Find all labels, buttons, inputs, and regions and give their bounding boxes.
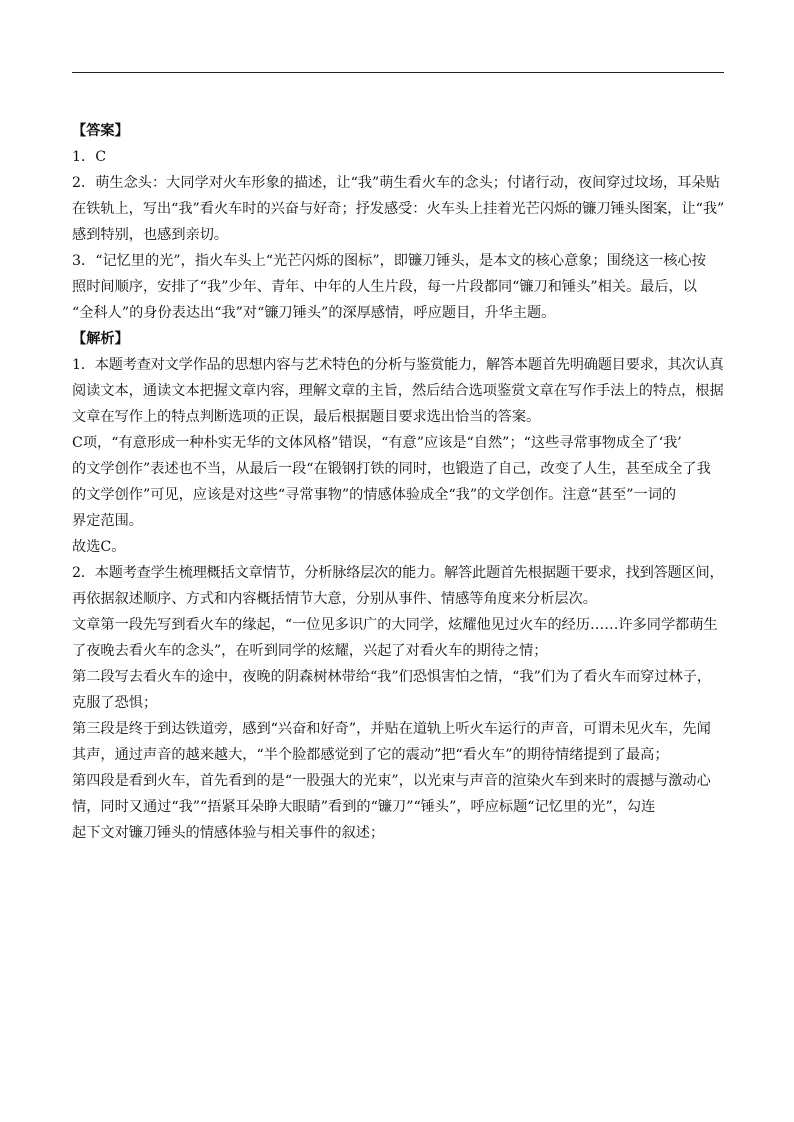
analysis-paragraph-7 — [72, 716, 724, 768]
text-line: 感到特别，也感到亲切。 — [72, 227, 229, 243]
analysis-heading: 【解析】 — [72, 331, 129, 347]
text-line: 2．萌生念头：大同学对火车形象的描述，让“我”萌生看火车的念头；付诸行动，夜间穿过坟场，耳朵贴 — [72, 175, 720, 191]
analysis-paragraph-8 — [72, 768, 724, 846]
text-line: 第四段是看到火车，首先看到的是“一股强大的光束”，以光束与声音的渲染火车到来时的震撼与激动心 — [72, 773, 711, 789]
text-line: 3．“记忆里的光”，指火车头上“光芒闪烁的图标”，即镰刀锤头，是本文的核心意象；围绕这一核心按 — [72, 253, 706, 269]
text-line: 故选C。 — [72, 539, 126, 555]
text-line: 了夜晚去看火车的念头”，在听到同学的炫耀，兴起了对看火车的期待之情； — [72, 643, 548, 659]
text-line: 克服了恐惧； — [72, 695, 158, 711]
text-line: 其声，通过声音的越来越大，“半个脸都感觉到了它的震动”把“看火车”的期待情绪提到了最高； — [72, 747, 669, 763]
text-line: 第二段写去看火车的途中，夜晚的阴森树林带给“我”们恐惧害怕之情，“我”们为了看火车而穿过林子， — [72, 669, 712, 685]
answer-paragraph-3 — [72, 248, 724, 326]
text-line: 情，同时又通过“我”“捂紧耳朵睁大眼睛”看到的“镰刀”“锤头”，呼应标题“记忆里的光”，勾连 — [72, 799, 656, 815]
text-line: “全科人”的身份表达出“我”对“镰刀锤头”的深厚感情，呼应题目，升华主题。 — [72, 305, 556, 321]
text-line: 起下文对镰刀锤头的情感体验与相关事件的叙述； — [72, 825, 385, 841]
text-line: C项，“有意形成一种朴实无华的文体风格”错误，“有意”应该是“自然”；“这些寻常事物成全了‘我’ — [72, 435, 682, 451]
analysis-paragraph-4 — [72, 560, 724, 612]
analysis-paragraph-5 — [72, 612, 724, 664]
text-line: 阅读文本，通读文本把握文章内容，理解文章的主旨，然后结合选项鉴赏文章在写作手法上的特点，根据 — [72, 383, 724, 399]
analysis-paragraph-6 — [72, 664, 724, 716]
answer-heading: 【答案】 — [72, 123, 129, 139]
document-body — [72, 118, 724, 846]
analysis-paragraph-1 — [72, 352, 724, 430]
analysis-paragraph-2 — [72, 430, 724, 534]
text-line: 的文学创作”可见，应该是对这些“寻常事物”的情感体验成全“我”的文学创作。注意“甚至”一词的 — [72, 487, 677, 503]
text-line: 文章第一段先写到看火车的缘起，“一位见多识广的大同学，炫耀他见过火车的经历……许多同学都萌生 — [72, 617, 718, 633]
text-line: 文章在写作上的特点判断选项的正误，最后根据题目要求选出恰当的答案。 — [72, 409, 541, 425]
text-line: 在铁轨上，写出“我”看火车时的兴奋与好奇；抒发感受：火车头上挂着光芒闪烁的镰刀锤头图案，让“我” — [72, 201, 725, 217]
text-line: 再依据叙述顺序、方式和内容概括情节大意，分别从事件、情感等角度来分析层次。 — [72, 591, 597, 607]
text-line: 第三段是终于到达铁道旁，感到“兴奋和好奇”，并贴在道轨上听火车运行的声音，可谓未见火车，先闻 — [72, 721, 711, 737]
text-line: 2．本题考查学生梳理概括文章情节，分析脉络层次的能力。解答此题首先根据题干要求，找到答题区间， — [72, 565, 724, 581]
answer-paragraph-2 — [72, 170, 724, 248]
answer-paragraph-1 — [72, 144, 724, 170]
header-rule — [72, 72, 724, 73]
text-line: 1．C — [72, 149, 107, 165]
text-line: 照时间顺序，安排了“我”少年、青年、中年的人生片段，每一片段都同“镰刀和锤头”相关。最后，以 — [72, 279, 697, 295]
text-line: 的文学创作”表述也不当，从最后一段“在锻钢打铁的同时，也锻造了自己，改变了人生，甚至成全了我 — [72, 461, 711, 477]
analysis-section — [72, 352, 724, 846]
text-line: 1．本题考查对文学作品的思想内容与艺术特色的分析与鉴赏能力，解答本题首先明确题目要求，其次认真 — [72, 357, 724, 373]
answer-section — [72, 144, 724, 326]
analysis-paragraph-3 — [72, 534, 724, 560]
text-line: 界定范围。 — [72, 513, 143, 529]
